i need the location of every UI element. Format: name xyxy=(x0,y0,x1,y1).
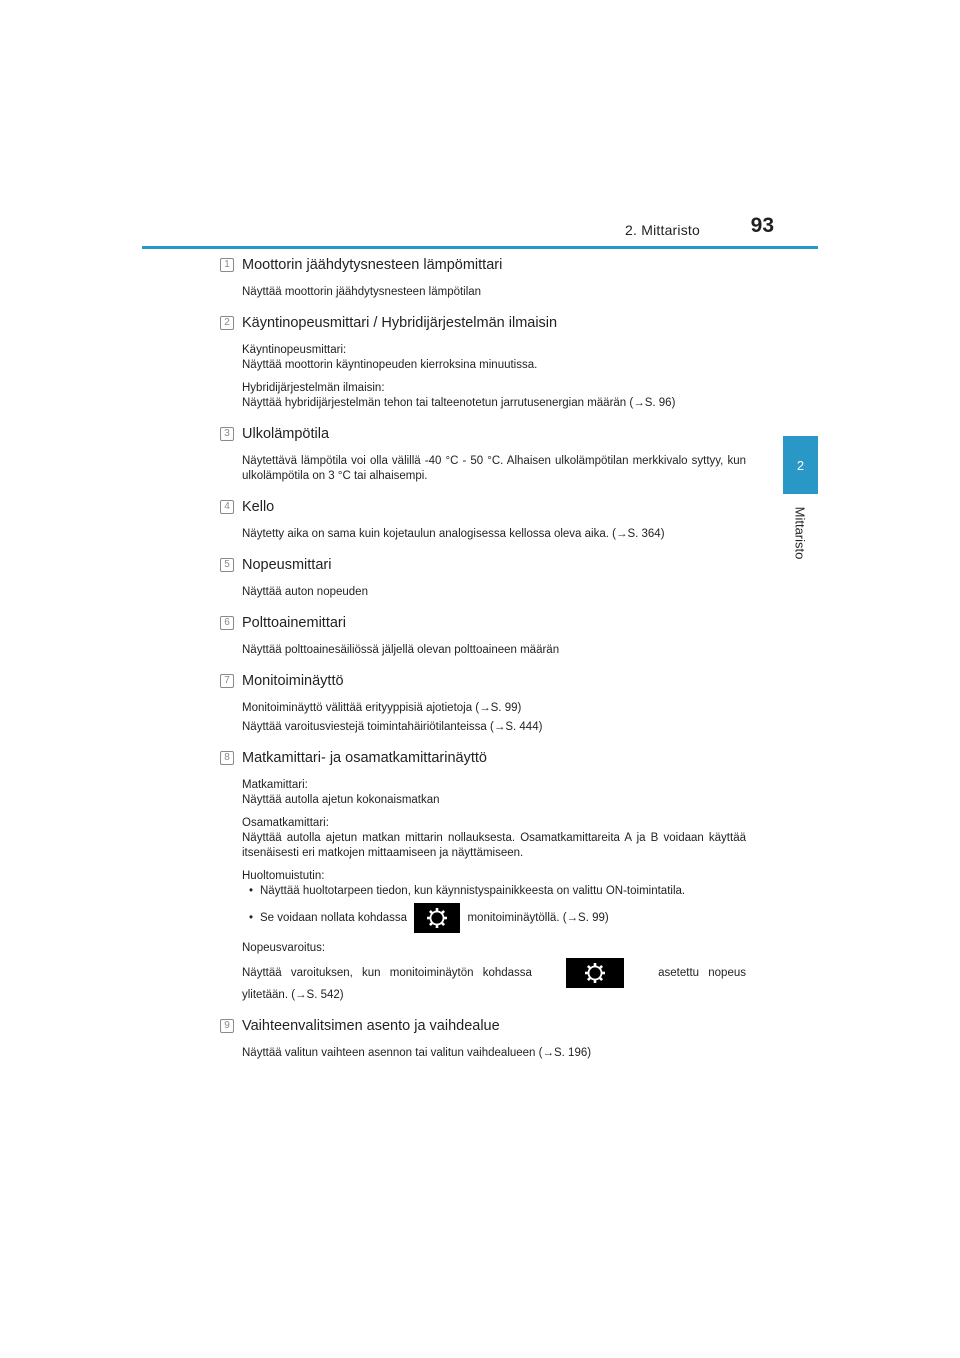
item-text: Nopeusvaroitus: xyxy=(242,942,326,954)
item-text: Näyttää valitun vaihteen asennon tai valitun vaihdealueen (→S. 196) xyxy=(242,1047,592,1059)
item-text: Käyntinopeusmittari: xyxy=(242,344,347,356)
item-5 xyxy=(220,556,746,600)
gear-icon xyxy=(583,961,607,985)
item-number-badge: 4 xyxy=(220,500,234,514)
item-text: Huoltomuistutin: xyxy=(242,870,325,882)
gear-icon xyxy=(425,906,449,930)
item-text: Näyttää polttoainesäiliössä jäljellä olevan polttoaineen määrän xyxy=(242,644,560,656)
item-8 xyxy=(220,749,746,1003)
item-text-post: asetettu nopeus xyxy=(658,966,746,979)
item-title: Ulkolämpötila xyxy=(242,426,330,442)
item-text: Näyttää autolla ajetun kokonaismatkan xyxy=(242,794,440,806)
page-number: 93 xyxy=(750,214,774,237)
item-text: Näytetty aika on sama kuin kojetaulun analogisessa kellossa oleva aika. (→S. 364) xyxy=(242,528,665,540)
settings-icon-box xyxy=(566,958,624,988)
item-number-badge: 3 xyxy=(220,427,234,441)
item-title: Käyntinopeusmittari / Hybridijärjestelmän ilmaisin xyxy=(242,315,558,331)
item-text: Matkamittari: xyxy=(242,779,308,791)
item-number-badge: 1 xyxy=(220,258,234,272)
page-content xyxy=(220,256,746,1061)
bullet-dot: • xyxy=(248,885,254,897)
item-text: Monitoiminäyttö välittää erityyppisiä ajotietoja (→S. 99) xyxy=(242,702,522,714)
item-text: Näyttää moottorin jäähdytysnesteen lämpötilan xyxy=(242,286,482,298)
item-title: Kello xyxy=(242,499,275,515)
bullet-text xyxy=(260,903,746,933)
item-number-badge: 2 xyxy=(220,316,234,330)
item-title: Matkamittari- ja osamatkamittarinäyttö xyxy=(242,750,487,766)
item-text-pre: Näyttää varoituksen, kun monitoiminäytön kohdassa xyxy=(242,966,532,979)
item-title: Moottorin jäähdytysnesteen lämpömittari xyxy=(242,257,503,273)
item-number-badge: 7 xyxy=(220,674,234,688)
page-header xyxy=(142,214,818,249)
item-9 xyxy=(220,1017,746,1061)
bullet-item xyxy=(242,884,746,899)
item-text: Hybridijärjestelmän ilmaisin: xyxy=(242,382,385,394)
chapter-title: 2. Mittaristo xyxy=(625,222,700,238)
item-2 xyxy=(220,314,746,411)
item-text: Osamatkamittari: xyxy=(242,817,329,829)
item-text: Näytettävä lämpötila voi olla välillä -40 °C - 50 °C. Alhaisen ulkolämpötilan merkkivalo syttyy, kun ulkolämpötila on 3 °C tai alhaisempi. xyxy=(242,455,746,482)
bullet-text: Näyttää huoltotarpeen tiedon, kun käynnistyspainikkeesta on valittu ON-toimintatila. xyxy=(260,885,686,897)
item-text: ylitetään. (→S. 542) xyxy=(242,989,344,1001)
item-text: Näyttää moottorin käyntinopeuden kierroksina minuutissa. xyxy=(242,359,538,371)
item-title: Vaihteenvalitsimen asento ja vaihdealue xyxy=(242,1018,500,1034)
item-1 xyxy=(220,256,746,300)
chapter-tab-number: 2 xyxy=(796,457,805,473)
item-4 xyxy=(220,498,746,542)
item-7 xyxy=(220,672,746,735)
bullet-text-post: monitoiminäytöllä. (→S. 99) xyxy=(467,912,609,925)
bullet-dot: • xyxy=(248,911,254,924)
item-title: Nopeusmittari xyxy=(242,557,332,573)
bullet-item xyxy=(242,903,746,933)
chapter-tab-label: Mittaristo xyxy=(792,506,808,560)
item-text: Näyttää autolla ajetun matkan mittarin nollauksesta. Osamatkamittareita A ja B voidaan käyttää itsenäisesti eri matkojen mittaamiseen ja näyttämiseen. xyxy=(242,832,746,859)
chapter-tab xyxy=(783,436,818,494)
item-number-badge: 8 xyxy=(220,751,234,765)
item-number-badge: 6 xyxy=(220,616,234,630)
item-title: Polttoainemittari xyxy=(242,615,346,631)
item-title: Monitoiminäyttö xyxy=(242,673,344,689)
item-6 xyxy=(220,614,746,658)
item-number-badge: 5 xyxy=(220,558,234,572)
item-text: Näyttää hybridijärjestelmän tehon tai talteenotetun jarrutusenergian määrän (→S. 96) xyxy=(242,397,676,409)
bullet-text-pre: Se voidaan nollata kohdassa xyxy=(260,912,408,925)
item-text: Näyttää auton nopeuden xyxy=(242,586,368,598)
item-text-with-icon xyxy=(242,958,746,988)
item-number-badge: 9 xyxy=(220,1019,234,1033)
item-3 xyxy=(220,425,746,484)
item-text: Näyttää varoitusviestejä toimintahäiriötilanteissa (→S. 444) xyxy=(242,721,543,733)
settings-icon-box xyxy=(414,903,460,933)
